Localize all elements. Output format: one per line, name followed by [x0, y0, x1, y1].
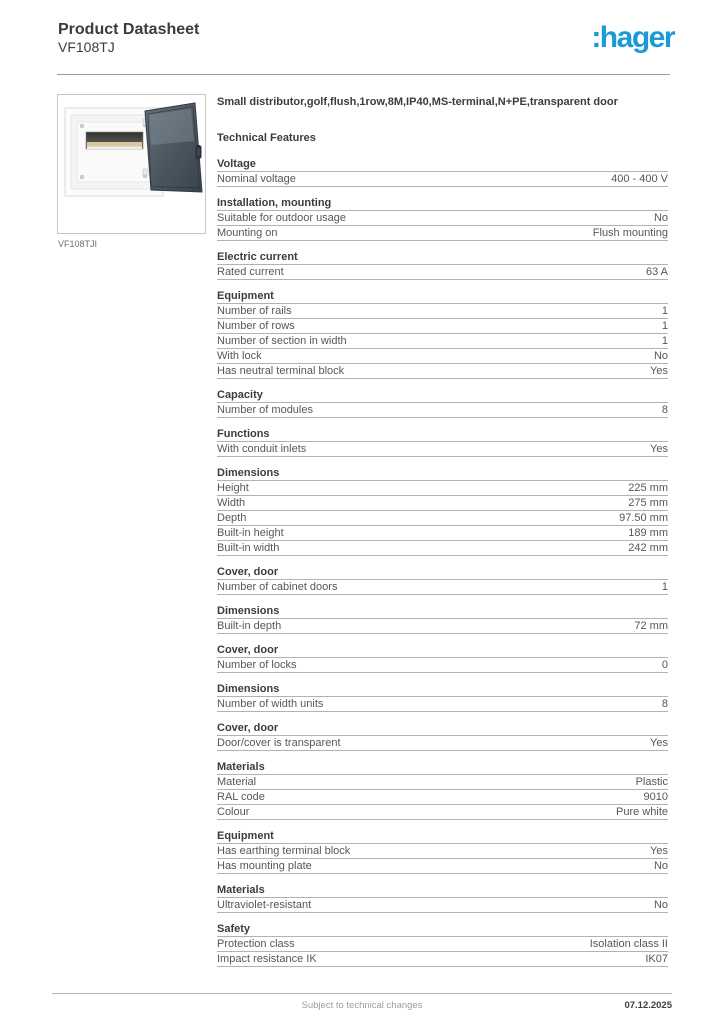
spec-value: 0	[661, 659, 668, 671]
spec-section	[217, 158, 668, 187]
spec-row	[217, 541, 668, 556]
technical-features-heading: Technical Features	[217, 132, 316, 144]
spec-row	[217, 334, 668, 349]
spec-section-title: Safety	[217, 923, 668, 937]
page-header	[58, 21, 199, 56]
spec-value: Plastic	[635, 776, 668, 788]
spec-row	[217, 349, 668, 364]
spec-section-title: Voltage	[217, 158, 668, 172]
spec-section	[217, 290, 668, 379]
spec-label: Has neutral terminal block	[217, 365, 345, 377]
spec-section-title: Dimensions	[217, 467, 668, 481]
spec-section-title: Capacity	[217, 389, 668, 403]
spec-value: Yes	[650, 737, 668, 749]
spec-label: Mounting on	[217, 227, 278, 239]
spec-row	[217, 952, 668, 967]
technical-sections	[217, 158, 668, 967]
page-title: Product Datasheet	[58, 21, 200, 38]
spec-section	[217, 761, 668, 820]
spec-value: 1	[661, 335, 668, 347]
spec-section-title: Functions	[217, 428, 668, 442]
spec-section	[217, 467, 668, 556]
spec-label: Impact resistance IK	[217, 953, 317, 965]
spec-row	[217, 790, 668, 805]
spec-row	[217, 775, 668, 790]
spec-section-title: Materials	[217, 761, 668, 775]
spec-label: Has mounting plate	[217, 860, 312, 872]
spec-label: Number of cabinet doors	[217, 581, 338, 593]
product-image-caption: VF108TJI	[58, 239, 98, 249]
spec-value: 8	[661, 698, 668, 710]
spec-label: Built-in height	[217, 527, 284, 539]
spec-value: Pure white	[616, 806, 668, 818]
spec-label: Material	[217, 776, 257, 788]
spec-label: Suitable for outdoor usage	[217, 212, 347, 224]
spec-section	[217, 389, 668, 418]
product-reference: VF108TJ	[58, 39, 115, 55]
spec-label: Number of rails	[217, 305, 292, 317]
spec-value: No	[653, 350, 668, 362]
spec-label: Built-in depth	[217, 620, 282, 632]
spec-value: Yes	[650, 443, 668, 455]
spec-section	[217, 251, 668, 280]
spec-row	[217, 403, 668, 418]
spec-section-title: Electric current	[217, 251, 668, 265]
spec-section-title: Installation, mounting	[217, 197, 668, 211]
spec-row	[217, 844, 668, 859]
spec-label: Number of width units	[217, 698, 324, 710]
spec-row	[217, 211, 668, 226]
spec-value: 8	[661, 404, 668, 416]
spec-row	[217, 658, 668, 673]
spec-row	[217, 580, 668, 595]
spec-label: Number of section in width	[217, 335, 347, 347]
spec-value: No	[653, 212, 668, 224]
spec-value: 275 mm	[628, 497, 668, 509]
spec-section	[217, 644, 668, 673]
spec-value: 1	[661, 305, 668, 317]
spec-row	[217, 619, 668, 634]
spec-row	[217, 736, 668, 751]
spec-row	[217, 226, 668, 241]
spec-section-title: Equipment	[217, 830, 668, 844]
footer-divider	[52, 993, 672, 994]
spec-value: 242 mm	[628, 542, 668, 554]
spec-label: Number of modules	[217, 404, 313, 416]
spec-label: Height	[217, 482, 249, 494]
spec-row	[217, 265, 668, 280]
footer-note: Subject to technical changes	[301, 1000, 423, 1011]
content-column	[217, 90, 668, 977]
spec-value: 72 mm	[634, 620, 668, 632]
spec-section-title: Cover, door	[217, 722, 668, 736]
spec-value: 1	[661, 320, 668, 332]
spec-section-title: Equipment	[217, 290, 668, 304]
product-description: Small distributor,golf,flush,1row,8M,IP40,MS-terminal,N+PE,transparent door	[217, 96, 618, 108]
spec-section	[217, 605, 668, 634]
spec-row	[217, 937, 668, 952]
header-divider	[57, 74, 670, 75]
spec-value: Flush mounting	[592, 227, 668, 239]
spec-value: 1	[661, 581, 668, 593]
spec-section	[217, 722, 668, 751]
spec-row	[217, 526, 668, 541]
spec-section	[217, 197, 668, 241]
spec-section	[217, 428, 668, 457]
spec-value: No	[653, 899, 668, 911]
spec-section	[217, 683, 668, 712]
spec-section	[217, 830, 668, 874]
spec-label: With lock	[217, 350, 262, 362]
spec-row	[217, 304, 668, 319]
spec-row	[217, 805, 668, 820]
spec-label: Number of rows	[217, 320, 295, 332]
spec-label: Door/cover is transparent	[217, 737, 341, 749]
spec-value: IK07	[645, 953, 668, 965]
spec-row	[217, 898, 668, 913]
spec-section	[217, 923, 668, 967]
spec-row	[217, 442, 668, 457]
spec-section-title: Cover, door	[217, 644, 668, 658]
spec-value: 225 mm	[628, 482, 668, 494]
spec-label: Width	[217, 497, 246, 509]
spec-label: Has earthing terminal block	[217, 845, 351, 857]
spec-section	[217, 884, 668, 913]
footer-date: 07.12.2025	[624, 1000, 672, 1011]
spec-section	[217, 566, 668, 595]
spec-value: 63 A	[645, 266, 668, 278]
spec-row	[217, 364, 668, 379]
spec-label: Colour	[217, 806, 250, 818]
spec-label: Rated current	[217, 266, 284, 278]
spec-value: 400 - 400 V	[611, 173, 668, 185]
product-image	[57, 94, 206, 234]
spec-label: Number of locks	[217, 659, 297, 671]
hager-logo: :hager	[591, 21, 674, 54]
spec-row	[217, 496, 668, 511]
spec-row	[217, 511, 668, 526]
spec-label: Depth	[217, 512, 247, 524]
spec-row	[217, 172, 668, 187]
spec-section-title: Dimensions	[217, 683, 668, 697]
spec-label: With conduit inlets	[217, 443, 307, 455]
spec-label: Nominal voltage	[217, 173, 296, 185]
spec-label: RAL code	[217, 791, 265, 803]
spec-value: No	[653, 860, 668, 872]
spec-value: Yes	[650, 845, 668, 857]
spec-label: Built-in width	[217, 542, 280, 554]
spec-value: 9010	[643, 791, 668, 803]
spec-row	[217, 697, 668, 712]
spec-row	[217, 481, 668, 496]
spec-row	[217, 859, 668, 874]
spec-label: Protection class	[217, 938, 295, 950]
distribution-box-illustration	[58, 95, 205, 233]
spec-section-title: Materials	[217, 884, 668, 898]
spec-row	[217, 319, 668, 334]
spec-value: 189 mm	[628, 527, 668, 539]
spec-value: Isolation class II	[589, 938, 668, 950]
spec-section-title: Dimensions	[217, 605, 668, 619]
spec-value: 97.50 mm	[619, 512, 668, 524]
spec-label: Ultraviolet-resistant	[217, 899, 312, 911]
spec-value: Yes	[650, 365, 668, 377]
spec-section-title: Cover, door	[217, 566, 668, 580]
